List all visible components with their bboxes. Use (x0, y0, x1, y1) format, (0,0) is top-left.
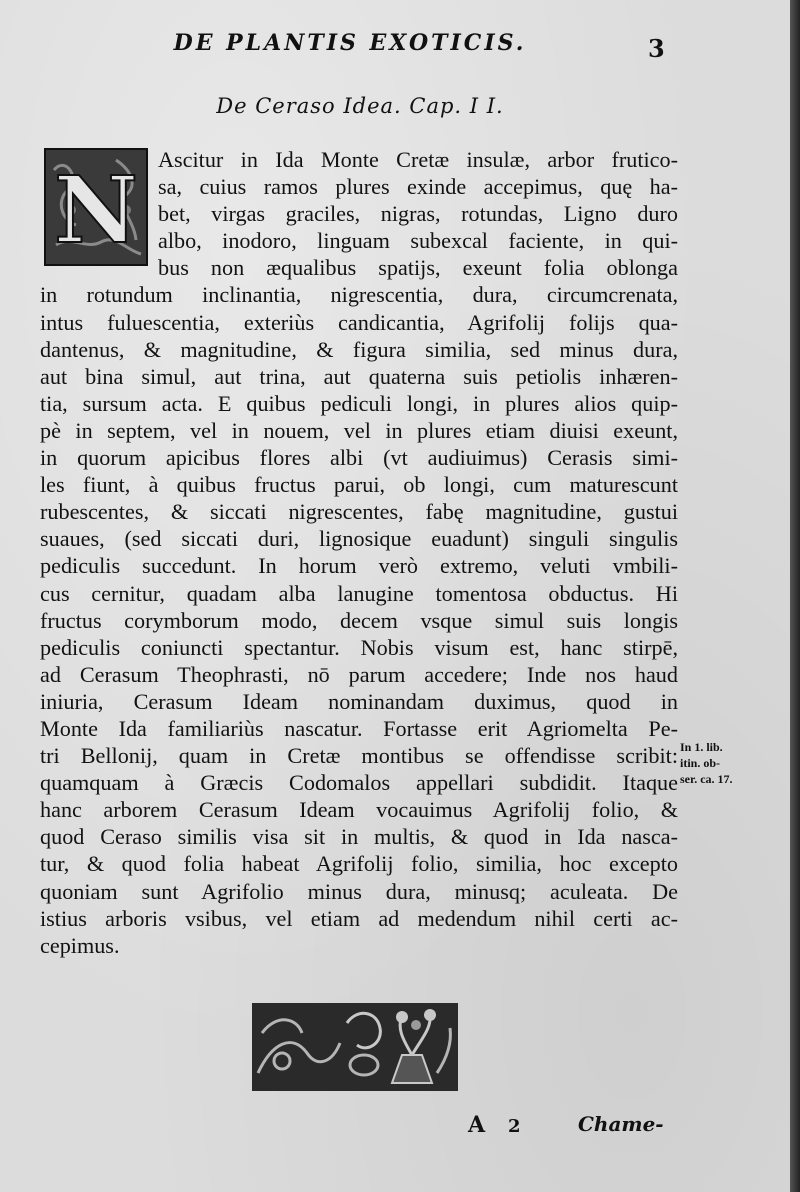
text-line: ad Cerasum Theophrasti, nō parum accedere; Inde nos haud (40, 661, 678, 687)
text-line: Ascitur in Ida Monte Cretæ insulæ, arbor frutico- (158, 147, 678, 172)
text-line: bet, virgas graciles, nigras, rotundas, Ligno duro (158, 201, 678, 227)
text-line: albo, inodoro, linguam subexcal faciente, in qui- (158, 228, 678, 254)
text-line: in quorum apicibus flores albi (vt audiuimus) Cerasis simi- (40, 445, 678, 471)
margin-note-line: ser. ca. 17. (680, 772, 733, 786)
signature-number: 2 (508, 1116, 521, 1137)
svg-text:N: N (53, 156, 139, 264)
text-line: intus fuluescentia, exteriùs candicantia, Agrifolij folijs qua- (40, 309, 678, 335)
text-line: rubescentes, & siccati nigrescentes, fabę magnitudine, gustui (40, 499, 678, 525)
chapter-title: De Ceraso Idea. Cap. I I. (216, 94, 504, 118)
catchword: Chame- (578, 1112, 664, 1136)
text-line: tur, & quod folia habeat Agrifolij folio, similia, hoc excepto (40, 851, 678, 877)
text-line: quoniam sunt Agrifolio minus dura, minusq; aculeata. De (40, 878, 678, 904)
text-line: in rotundum inclinantia, nigrescentia, dura, circumcrenata, (40, 282, 678, 308)
text-line: dantenus, & magnitudine, & figura similia, sed minus dura, (40, 336, 678, 362)
text-line: pè in septem, vel in nouem, vel in plures etiam diuisi exeunt, (40, 417, 678, 443)
page-edge (790, 0, 800, 1192)
text-line: tri Bellonij, quam in Cretæ montibus se offendisse scribit: (40, 743, 678, 769)
text-line: sa, cuius ramos plures exinde accepimus, quę ha- (158, 174, 678, 200)
margin-note (680, 739, 780, 787)
text-line: Monte Ida familiariùs nascatur. Fortasse erit Agriomelta Pe- (40, 715, 678, 741)
text-line: pediculis succedunt. In horum verò extremo, veluti vmbili- (40, 553, 678, 579)
text-line: aut bina simul, aut trina, aut quaterna suis petiolis inhæren- (40, 363, 678, 389)
margin-note-line: itin. ob- (680, 756, 721, 770)
body-text (40, 146, 678, 959)
text-line: iniuria, Cerasum Ideam nominandam duximus, quod in (40, 688, 678, 714)
text-line: cus cernitur, quadam alba lanugine tomentosa obductus. Hi (40, 580, 678, 606)
signature-mark: A (468, 1112, 486, 1138)
woodcut-ornament-icon (252, 1003, 458, 1091)
running-head: DE PLANTIS EXOTICIS. (173, 30, 527, 56)
text-line: bus non æqualibus spatijs, exeunt folia oblonga (158, 255, 678, 281)
text-line: tia, sursum acta. E quibus pediculi longi, in plures alios quip- (40, 390, 678, 416)
text-line: hanc arborem Cerasum Ideam vocauimus Agrifolij folio, & (40, 797, 678, 823)
text-line: les fiunt, à quibus fructus parui, ob longi, cum maturescunt (40, 472, 678, 498)
text-line: pediculis coniuncti spectantur. Nobis visum est, hanc stirpē, (40, 634, 678, 660)
text-line: quamquam à Græcis Codomalos appellari subdidit. Itaque (40, 770, 678, 796)
text-line: fructus corymborum modo, decem vsque simul suis longis (40, 607, 678, 633)
margin-note-line: In 1. lib. (680, 740, 723, 754)
page-number: 3 (648, 34, 665, 63)
text-line: suaues, (sed siccati duri, lignosique euadunt) singuli singulis (40, 526, 678, 552)
text-line: istius arboris vsibus, vel etiam ad medendum nihil certi ac- (40, 905, 678, 931)
tailpiece-ornament (252, 1003, 458, 1091)
text-line: quod Ceraso similis visa sit in multis, & quod in Ida nasca- (40, 824, 678, 850)
text-line: cepimus. (40, 932, 120, 958)
